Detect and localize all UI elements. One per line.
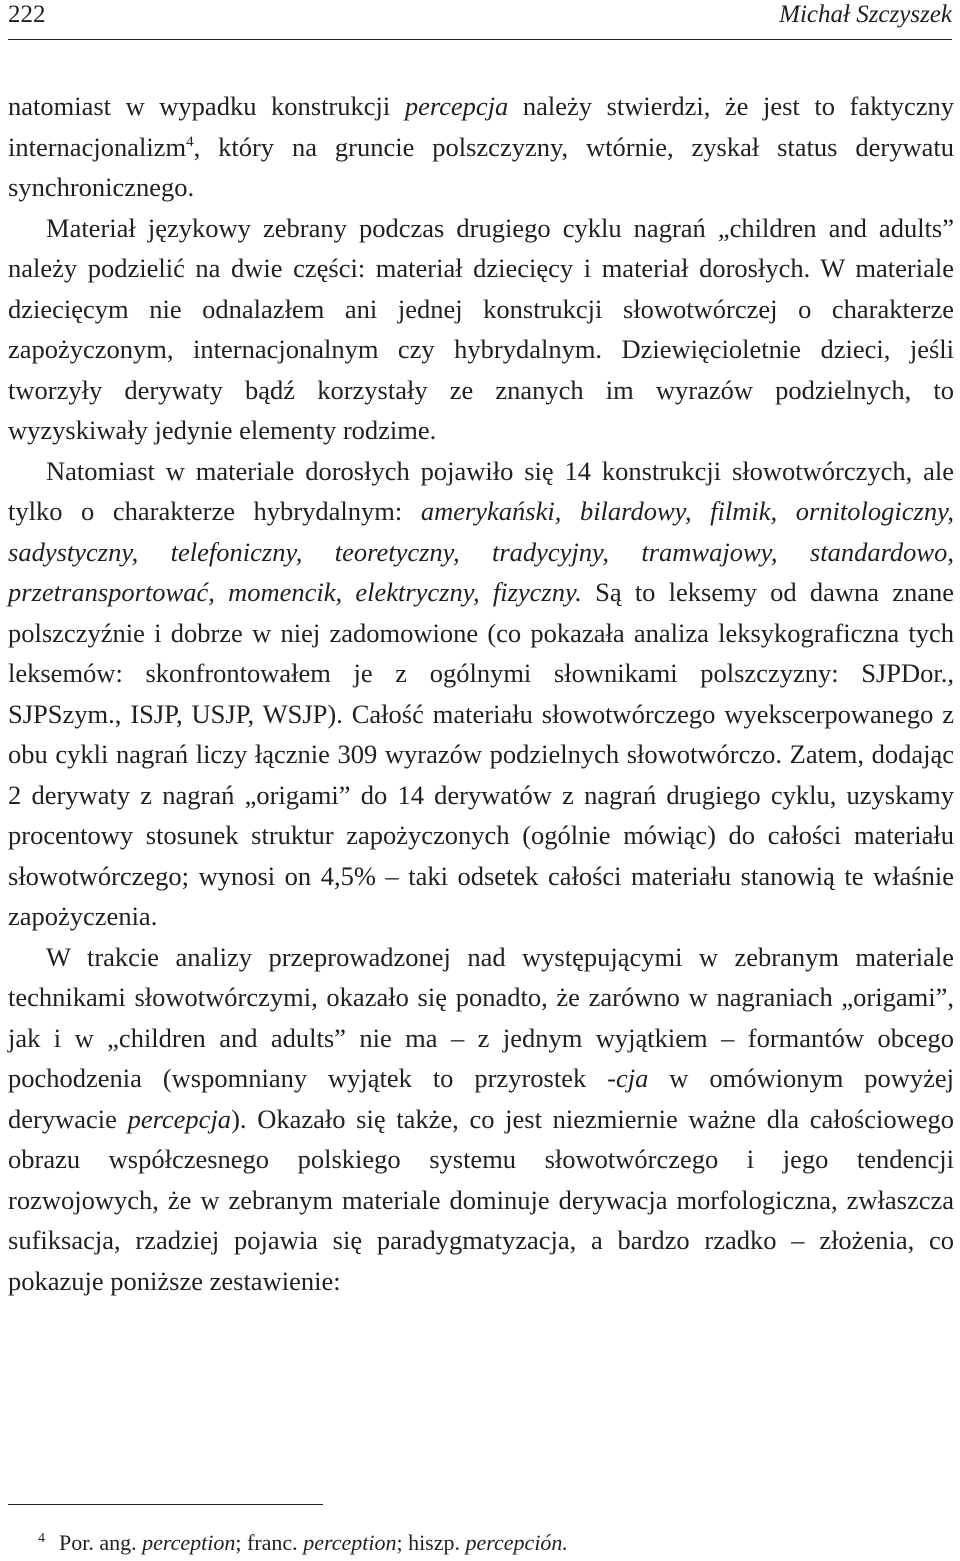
footnote-number: 4 [38, 1530, 45, 1546]
term-percepcja-2: percepcja [127, 1103, 232, 1134]
paragraph-2: Materiał językowy zebrany podczas drugiego cyklu nagrań „children and adults” należy podzielić na dwie części: materiał dziecięcy i materiał dorosłych. W materiale dziecięcym nie odnalazłem ani jednej konstrukcji słowotwórczej o charakterze zapożyczonym, internacjonalnym czy hybrydalnym. Dziewięcioletnie dzieci, jeśli tworzyły derywaty bądź korzystały ze znanych im wyrazów podzielnych, to wyzyskiwały jedynie elementy rodzime. [8, 212, 954, 445]
paragraph-3: Natomiast w materiale dorosłych pojawiło się 14 konstrukcji słowotwórczych, ale tylko o charakterze hybrydalnym: amerykański, bilardowy, filmik, ornitologiczny, sadystyczny, telefoniczny, teoretyczny, tradycyjny, tramwajowy, standardowo, przetransportować, momencik, elektryczny, fizyczny. Są to leksemy od dawna znane polszczyźnie i dobrze w niej zadomowione (co pokazała analiza leksykograficzna tych leksemów: skonfrontowałem je z ogólnymi słownikami polszczyzny: SJPDor., SJPSzym., ISJP, USJP, WSJP). Całość materiału słowotwórczego wyekscerpowanego z obu cykli nagrań liczy łącznie 309 wyrazów podzielnych słowotwórczo. Zatem, dodając 2 derywaty z nagrań „origami” do 14 derywatów z nagrań drugiego cyklu, uzyskamy procentowy stosunek struktur zapożyczonych (ogólnie mówiąc) do całości materiału słowotwórczego; wynosi on 4,5% – taki odsetek całości materiału stanowią te właśnie zapożyczenia. [8, 455, 954, 931]
italic-word-list: amerykański, bilardowy, filmik, ornitologiczny, sadystyczny, telefoniczny, teoretyczny, tradycyjny, tramwajowy, standardowo, przetransportować, momencik, elektryczny, fizyczny. [8, 496, 954, 607]
paragraph-1: natomiast w wypadku konstrukcji percepcja należy stwierdzi, że jest to faktyczny internacjonalizm$^4$, który na gruncie polszczyzny, wtórnie, zyskał status derywatu synchronicznego. [8, 91, 954, 202]
header-rule [8, 39, 952, 40]
body-text [8, 86, 954, 1301]
paragraph-4: W trakcie analizy przeprowadzonej nad występującymi w zebranym materiale technikami słowotwórczymi, okazało się ponadto, że zarówno w nagraniach „origami”, jak i w „children and adults” nie ma – z jednym wyjątkiem – formantów obcego pochodzenia (wspomniany wyjątek to przyrostek -cja w omówionym powyżej derywacie percepcja). Okazało się także, co jest niezmiernie ważne dla całościowego obrazu współczesnego polskiego systemu słowotwórczego i jego tendencji rozwojowych, że w zebranym materiale dominuje derywacja morfologiczna, zwłaszcza sufiksacja, rzadziej pojawia się paradygmatyzacja, a bardzo rzadko – złożenia, co pokazuje poniższe zestawienie: [8, 941, 955, 1296]
footnote-rule [8, 1504, 323, 1505]
footnote-reference: 4 [186, 133, 194, 150]
page-header [8, 0, 952, 30]
term-percepcja: percepcja [404, 91, 509, 121]
suffix-cja: cja [615, 1063, 649, 1093]
page-number: 222 [8, 1, 46, 28]
footnote: $^4$ Por. ang. perception; franc. perception; hiszp. percepción. [38, 1530, 568, 1555]
running-head-author: Michał Szczyszek [779, 1, 952, 28]
